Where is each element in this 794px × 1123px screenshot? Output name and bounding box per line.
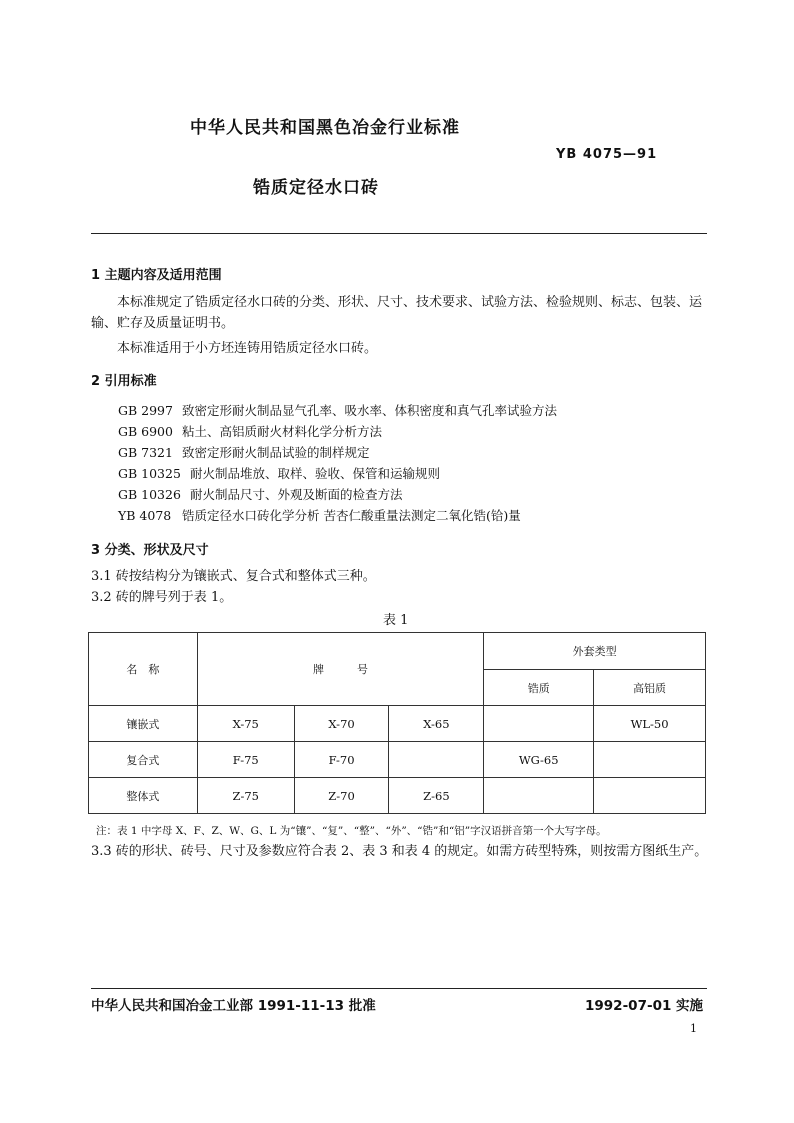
- table-row: [89, 742, 706, 778]
- reference-title: 致密定形耐火制品试验的制样规定: [182, 445, 370, 460]
- reference-item: [118, 422, 382, 440]
- header-outer-type: 外套类型: [484, 633, 706, 670]
- cell: [594, 778, 706, 814]
- reference-code: YB 4078: [118, 508, 172, 523]
- section-1-paragraph-1: 本标准规定了锆质定径水口砖的分类、形状、尺寸、技术要求、试验方法、检验规则、标志、包装、运输、贮存及质量证明书。: [91, 295, 703, 331]
- cell: X-65: [389, 706, 484, 742]
- cell: Z-70: [294, 778, 389, 814]
- reference-title: 耐火制品尺寸、外观及断面的检查方法: [190, 487, 403, 502]
- cell: X-75: [197, 706, 294, 742]
- section-2-heading: 2 引用标准: [91, 374, 157, 389]
- approval-line: 中华人民共和国冶金工业部 1991-11-13 批准: [91, 998, 376, 1014]
- reference-item: [118, 506, 521, 524]
- brand-table: [88, 632, 706, 814]
- cell: F-75: [197, 742, 294, 778]
- reference-code: GB 2997: [118, 403, 173, 418]
- reference-item: [118, 485, 403, 503]
- section-1-paragraph-2: 本标准适用于小方坯连铸用锆质定径水口砖。: [117, 341, 378, 356]
- row-name: 镶嵌式: [89, 706, 198, 742]
- table-row: [89, 778, 706, 814]
- reference-code: GB 10325: [118, 466, 181, 481]
- cell: Z-75: [197, 778, 294, 814]
- reference-item: [118, 401, 557, 419]
- clause-3-3: 3.3 砖的形状、砖号、尺寸及参数应符合表 2、表 3 和表 4 的规定。如需方砖型特殊，则按需方图纸生产。: [91, 844, 708, 859]
- reference-code: GB 7321: [118, 445, 173, 460]
- header-high-alumina: 高铝质: [594, 670, 706, 706]
- header-zirconia: 锆质: [484, 670, 594, 706]
- reference-title: 致密定形耐火制品显气孔率、吸水率、体积密度和真气孔率试验方法: [182, 403, 558, 418]
- row-name: 复合式: [89, 742, 198, 778]
- header-name: 名 称: [89, 633, 198, 706]
- clause-3-2: 3.2 砖的牌号列于表 1。: [91, 590, 233, 605]
- cell: F-70: [294, 742, 389, 778]
- clause-3-1: 3.1 砖按结构分为镶嵌式、复合式和整体式三种。: [91, 569, 376, 584]
- table-caption: 表 1: [383, 613, 409, 628]
- row-name: 整体式: [89, 778, 198, 814]
- section-1-heading: 1 主题内容及适用范围: [91, 268, 222, 283]
- document-title: 锆质定径水口砖: [253, 178, 379, 198]
- effective-date: 1992-07-01 实施: [585, 998, 704, 1014]
- reference-code: GB 10326: [118, 487, 181, 502]
- reference-item: [118, 464, 440, 482]
- reference-title: 耐火制品堆放、取样、验收、保管和运输规则: [190, 466, 441, 481]
- cell: [389, 742, 484, 778]
- issuer-title: 中华人民共和国黑色冶金行业标准: [190, 118, 460, 138]
- footer-divider: [91, 988, 707, 989]
- cell: [484, 778, 594, 814]
- table-row: [89, 706, 706, 742]
- cell: X-70: [294, 706, 389, 742]
- header-brand: 牌 号: [197, 633, 483, 706]
- cell: [594, 742, 706, 778]
- cell: [484, 706, 594, 742]
- reference-code: GB 6900: [118, 424, 173, 439]
- standard-code: YB 4075—91: [556, 147, 658, 162]
- reference-item: [118, 443, 370, 461]
- cell: WG-65: [484, 742, 594, 778]
- cell: WL-50: [594, 706, 706, 742]
- reference-title: 锆质定径水口砖化学分析 苦杏仁酸重量法测定二氧化锆(铪)量: [182, 508, 521, 523]
- page-number: 1: [690, 1022, 697, 1035]
- reference-title: 粘土、高铝质耐火材料化学分析方法: [182, 424, 383, 439]
- table-note: 注：表 1 中字母 X、F、Z、W、G、L 为“镶”、“复”、“整”、“外”、“锆”和“铝”字汉语拼音第一个大写字母。: [96, 825, 607, 837]
- cell: Z-65: [389, 778, 484, 814]
- header-divider: [91, 233, 707, 234]
- section-3-heading: 3 分类、形状及尺寸: [91, 543, 209, 558]
